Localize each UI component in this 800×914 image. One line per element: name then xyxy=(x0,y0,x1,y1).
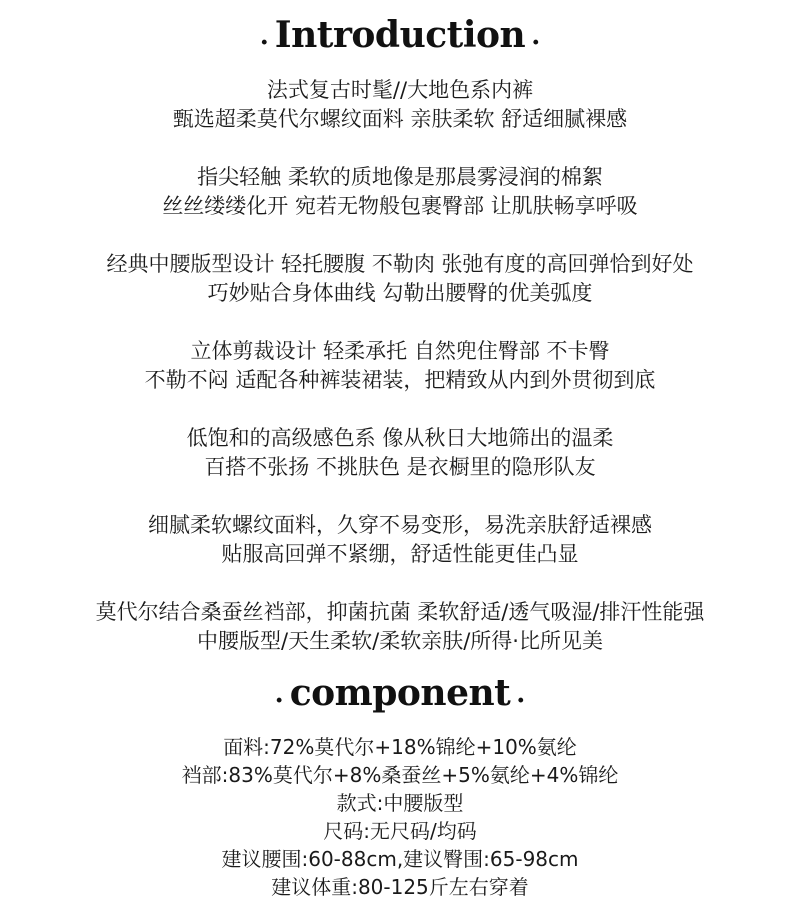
intro-paragraph xyxy=(0,598,800,658)
introduction-body xyxy=(0,76,800,685)
component-specs xyxy=(0,733,800,901)
paragraph-line: 巧妙贴合身体曲线 勾勒出腰臀的优美弧度 xyxy=(207,281,593,305)
spec-size: 尺码:无尺码/均码 xyxy=(323,819,477,843)
heading-dot-right: · xyxy=(531,27,541,58)
intro-paragraph xyxy=(0,250,800,310)
intro-paragraph xyxy=(0,511,800,571)
paragraph-line: 立体剪裁设计 轻柔承托 自然兜住臀部 不卡臀 xyxy=(190,339,610,363)
heading-dot-right: · xyxy=(516,685,526,716)
intro-paragraph xyxy=(0,76,800,136)
introduction-heading xyxy=(0,10,800,68)
paragraph-line: 不勒不闷 适配各种裤装裙装，把精致从内到外贯彻到底 xyxy=(144,368,656,392)
introduction-title: Introduction xyxy=(274,14,526,56)
spec-fabric: 面料:72%莫代尔+18%锦纶+10%氨纶 xyxy=(223,735,577,759)
paragraph-line: 莫代尔结合桑蚕丝裆部，抑菌抗菌 柔软舒适/透气吸湿/排汗性能强 xyxy=(95,600,705,624)
paragraph-line: 经典中腰版型设计 轻托腰腹 不勒肉 张弛有度的高回弹恰到好处 xyxy=(106,252,694,276)
component-heading xyxy=(0,668,800,726)
spec-style: 款式:中腰版型 xyxy=(336,791,464,815)
intro-paragraph xyxy=(0,424,800,484)
intro-paragraph xyxy=(0,337,800,397)
paragraph-line: 法式复古时髦//大地色系内裤 xyxy=(266,78,534,102)
heading-dot-left: · xyxy=(274,685,284,716)
spec-weight: 建议体重:80-125斤左右穿着 xyxy=(271,875,529,899)
heading-dot-left: · xyxy=(259,27,269,58)
intro-paragraph xyxy=(0,163,800,223)
paragraph-line: 贴服高回弹不紧绷，舒适性能更佳凸显 xyxy=(221,542,579,566)
paragraph-line: 甄选超柔莫代尔螺纹面料 亲肤柔软 舒适细腻裸感 xyxy=(172,107,628,131)
component-title: component xyxy=(289,672,511,714)
spec-waist-hip: 建议腰围:60-88cm,建议臀围:65-98cm xyxy=(221,847,579,871)
paragraph-line: 中腰版型/天生柔软/柔软亲肤/所得·比所见美 xyxy=(197,629,603,653)
paragraph-line: 低饱和的高级感色系 像从秋日大地筛出的温柔 xyxy=(186,426,614,450)
paragraph-line: 指尖轻触 柔软的质地像是那晨雾浸润的棉絮 xyxy=(197,165,603,189)
paragraph-line: 丝丝缕缕化开 宛若无物般包裹臀部 让肌肤畅享呼吸 xyxy=(162,194,638,218)
paragraph-line: 细腻柔软螺纹面料，久穿不易变形，易洗亲肤舒适裸感 xyxy=(148,513,652,537)
spec-crotch: 裆部:83%莫代尔+8%桑蚕丝+5%氨纶+4%锦纶 xyxy=(181,763,619,787)
paragraph-line: 百搭不张扬 不挑肤色 是衣橱里的隐形队友 xyxy=(204,455,596,479)
